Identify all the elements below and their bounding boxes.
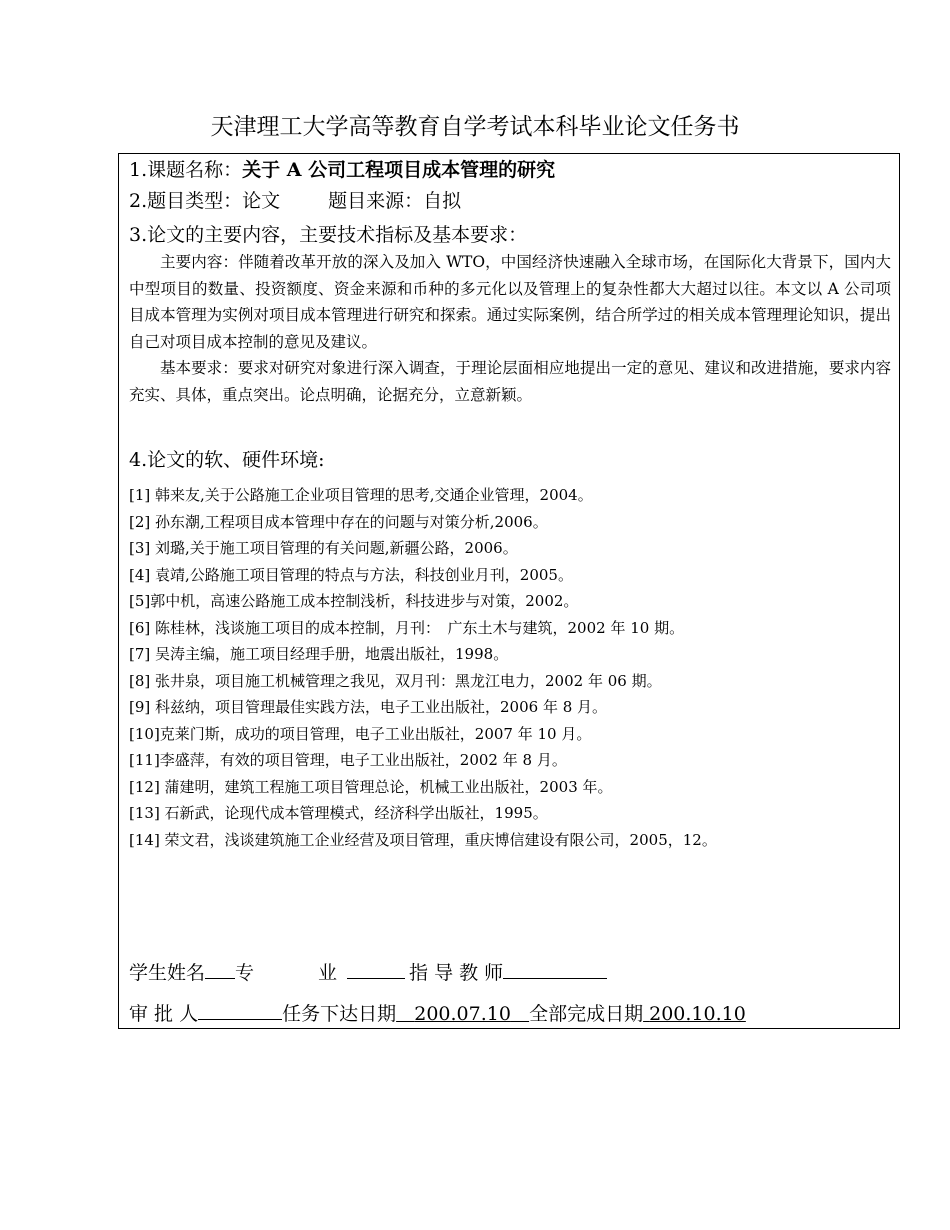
reference-item: [14] 荣文君，浅谈建筑施工企业经营及项目管理，重庆博信建设有限公司，2005，12。: [129, 830, 717, 849]
signature-row-1: [129, 958, 607, 987]
advisor-label: 指 导 教 师: [409, 962, 504, 984]
reference-item: [2] 孙东潮,工程项目成本管理中存在的问题与对策分析,2006。: [129, 512, 548, 531]
topic-value: 关于 A 公司工程项目成本管理的研究: [242, 159, 556, 181]
basic-requirements-paragraph: 基本要求：要求对研究对象进行深入调查，于理论层面相应地提出一定的意见、建议和改进措施，要求内容充实、具体，重点突出。论点明确，论据充分，立意新颖。: [129, 359, 891, 404]
signature-row-2: [129, 999, 746, 1028]
reference-item: [9] 科兹纳，项目管理最佳实践方法，电子工业出版社，2006 年 8 月。: [129, 698, 608, 716]
section4-heading: 4.论文的软、硬件环境:: [129, 449, 325, 471]
complete-date-value: 200.10.10: [649, 1003, 746, 1025]
type-label: 2.题目类型：: [129, 190, 243, 212]
reference-item: [10]克莱门斯，成功的项目管理，电子工业出版社，2007 年 10 月。: [129, 724, 592, 743]
major-blank[interactable]: [347, 958, 405, 979]
student-name-blank[interactable]: [205, 958, 235, 979]
type-value: 论文: [242, 190, 281, 212]
reference-list: [129, 482, 894, 853]
advisor-blank[interactable]: [503, 958, 607, 979]
student-name-label: 学生姓名: [129, 962, 206, 984]
reference-item: [5]郭中机，高速公路施工成本控制浅析，科技进步与对策，2002。: [129, 592, 579, 610]
approver-blank[interactable]: [198, 999, 282, 1020]
reference-item: [13] 石新武，论现代成本管理模式，经济科学出版社，1995。: [129, 804, 548, 822]
source-value: 自拟: [423, 190, 462, 212]
topic-label: 1.课题名称：: [129, 159, 243, 181]
reference-item: [3] 刘璐,关于施工项目管理的有关问题,新疆公路，2006。: [129, 539, 518, 557]
reference-item: [1] 韩来友,关于公路施工企业项目管理的思考,交通企业管理，2004。: [129, 486, 593, 504]
section3-heading: 3.论文的主要内容，主要技术指标及基本要求：: [129, 224, 528, 246]
major-label-1: 专: [235, 962, 255, 984]
complete-date-label: 全部完成日期: [529, 1003, 644, 1025]
reference-item: [11]李盛萍，有效的项目管理，电子工业出版社，2002 年 8 月。: [129, 751, 567, 769]
reference-item: [7] 吴涛主编，施工项目经理手册，地震出版社，1998。: [129, 645, 509, 663]
approver-label: 审 批 人: [129, 1003, 199, 1025]
reference-item: [6] 陈桂林，浅谈施工项目的成本控制，月刊： 广东土木与建筑，2002 年 10 期。: [129, 618, 685, 637]
source-label: 题目来源：: [328, 190, 424, 212]
issue-date-label: 任务下达日期: [282, 1003, 397, 1025]
page-title: 天津理工大学高等教育自学考试本科毕业论文任务书: [210, 114, 740, 140]
task-form: [118, 153, 900, 1029]
reference-item: [8] 张井泉，项目施工机械管理之我见，双月刊：黑龙江电力，2002 年 06 期。: [129, 671, 662, 690]
issue-date-value: 200.07.10: [414, 1003, 511, 1025]
type-row: [129, 187, 461, 215]
topic-row: [129, 156, 555, 184]
reference-item: [12] 蒲建明，建筑工程施工项目管理总论，机械工业出版社，2003 年。: [129, 777, 613, 796]
major-label-2: 业: [318, 962, 338, 984]
main-content-paragraph: 主要内容：伴随着改革开放的深入及加入 WTO，中国经济快速融入全球市场，在国际化大背景下，国内大中型项目的数量、投资额度、资金来源和币种的多元化以及管理上的复杂性都大大超过以往。本文以 A 公司项目成本管理为实例对项目成本管理进行研究和探索。通过实际案例，结合所学过的相关成本管理理论知识，提出自己对项目成本控制的意见及建议。: [129, 253, 891, 351]
reference-item: [4] 袁靖,公路施工项目管理的特点与方法，科技创业月刊，2005。: [129, 565, 573, 584]
